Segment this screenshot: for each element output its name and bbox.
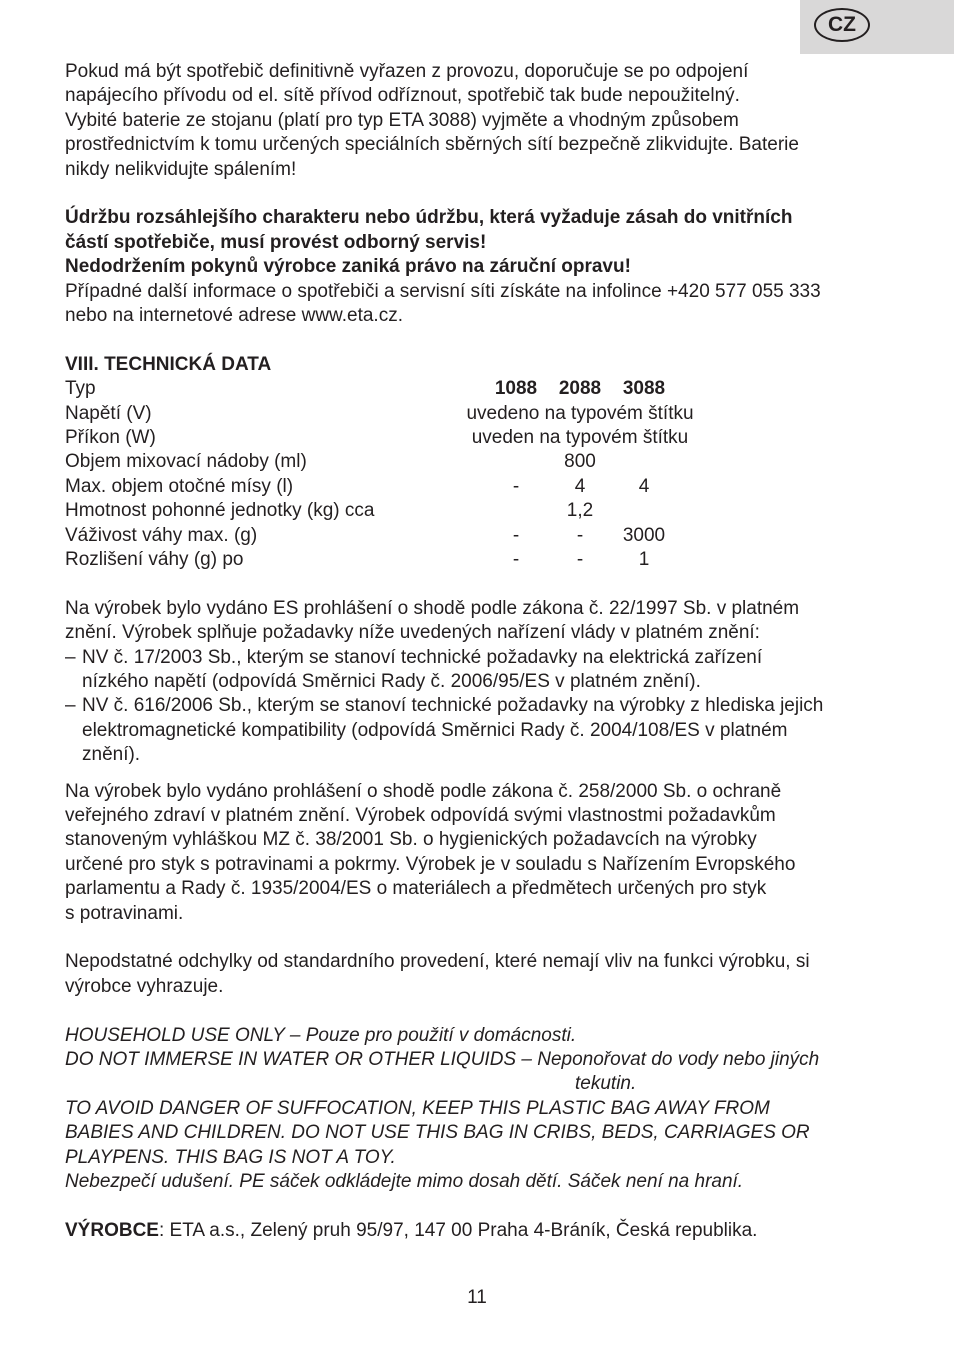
tech-row-scale-resolution [65, 548, 895, 572]
type-label: Typ [65, 378, 96, 400]
text-line: Nepodstatné odchylky od standardního provedení, které nemají vliv na funkci výrobku, si [65, 951, 810, 973]
row-label: Váživost váhy max. (g) [65, 524, 258, 546]
disposal-section [65, 60, 895, 182]
row-value: - [576, 548, 584, 570]
row-value: uveden na typovém štítku [471, 427, 689, 449]
immerse-warning: DO NOT IMMERSE IN WATER OR OTHER LIQUIDS – Neponořovat do vody nebo jiných [65, 1049, 820, 1071]
language-badge: CZ [814, 8, 870, 42]
manufacturer-text: : ETA a.s., Zelený pruh 95/97, 147 00 Praha 4-Bráník, Česká republika. [158, 1219, 758, 1241]
service-warning: částí spotřebiče, musí provést odborný servis! [65, 231, 487, 253]
tech-table-header [65, 377, 895, 401]
text-line: NV č. 17/2003 Sb., kterým se stanoví technické požadavky na elektrická zařízení [82, 646, 763, 668]
language-tab [800, 0, 954, 54]
text-line: Na výrobek bylo vydáno ES prohlášení o shodě podle zákona č. 22/1997 Sb. v platném [65, 597, 800, 619]
row-value: 800 [564, 451, 596, 473]
health-section [65, 780, 895, 926]
suffocation-warning: PLAYPENS. THIS BAG IS NOT A TOY. [65, 1146, 396, 1168]
text-line: prostřednictvím k tomu určených speciálních sběrných sítí bezpečně zlikvidujte. Baterie [65, 134, 799, 156]
row-label: Rozlišení váhy (g) po [65, 548, 244, 570]
text-line: Případné další informace o spotřebiči a servisní síti získáte na infolince +420 577 055 333 [65, 280, 821, 302]
service-warning: Údržbu rozsáhlejšího charakteru nebo údržbu, která vyžaduje zásah do vnitřních [65, 207, 793, 229]
row-value: uvedeno na typovém štítku [466, 402, 694, 424]
text-line: nikdy nelikvidujte spálením! [65, 158, 297, 180]
text-line: elektromagnetické kompatibility (odpovídá Směrnici Rady č. 2004/108/ES v platném [82, 719, 788, 741]
text-line: napájecího přívodu od el. sítě přívod odříznout, spotřebič tak bude nepoužitelný. [65, 85, 740, 107]
bullet-dash: – [65, 695, 76, 717]
list-item [65, 646, 895, 695]
bullet-dash: – [65, 646, 76, 668]
conformity-section [65, 597, 895, 768]
household-warning: HOUSEHOLD USE ONLY – Pouze pro použití v domácnosti. [65, 1024, 577, 1046]
row-label: Hmotnost pohonné jednotky (kg) cca [65, 500, 375, 522]
tech-data-section [65, 353, 895, 573]
text-line: nízkého napětí (odpovídá Směrnici Rady č. 2006/95/ES v platném znění). [82, 670, 701, 692]
warnings-section [65, 1024, 895, 1195]
row-label: Příkon (W) [65, 427, 156, 449]
tech-row-voltage [65, 402, 895, 426]
immerse-warning-cont: tekutin. [575, 1073, 637, 1095]
text-line: určené pro styk s potravinami a pokrmy. Výrobek je v souladu s Nařízením Evropského [65, 853, 796, 875]
tech-row-weight [65, 499, 895, 523]
suffocation-warning: BABIES AND CHILDREN. DO NOT USE THIS BAG IN CRIBS, BEDS, CARRIAGES OR [65, 1122, 810, 1144]
tech-row-jar-volume [65, 450, 895, 474]
text-line: znění. Výrobek splňuje požadavky níže uvedených nařízení vlády v platném znění: [65, 622, 760, 644]
model-3088: 3088 [622, 378, 666, 400]
suffocation-warning-cz: Nebezpečí udušení. PE sáček odkládejte mimo dosah dětí. Sáček není na hraní. [65, 1171, 744, 1193]
text-line: Na výrobek bylo vydáno prohlášení o shodě podle zákona č. 258/2000 Sb. o ochraně [65, 780, 782, 802]
text-line: nebo na internetové adrese www.eta.cz. [65, 305, 403, 327]
row-label: Napětí (V) [65, 402, 152, 424]
row-label: Max. objem otočné mísy (l) [65, 475, 294, 497]
page-number: 11 [467, 1287, 487, 1308]
tech-row-power [65, 426, 895, 450]
suffocation-warning: TO AVOID DANGER OF SUFFOCATION, KEEP THIS PLASTIC BAG AWAY FROM [65, 1097, 770, 1119]
text-line: NV č. 616/2006 Sb., kterým se stanoví technické požadavky na výrobky z hlediska jejich [82, 695, 824, 717]
text-line: s potravinami. [65, 902, 184, 924]
tech-row-scale-max [65, 524, 895, 548]
manufacturer-line [65, 1219, 895, 1243]
row-value: - [576, 524, 584, 546]
text-line: znění). [82, 744, 141, 766]
text-line: Pokud má být spotřebič definitivně vyřazen z provozu, doporučuje se po odpojení [65, 61, 749, 82]
row-value: 1 [638, 548, 650, 570]
model-1088: 1088 [494, 378, 538, 400]
text-line: veřejného zdraví v platném znění. Výrobek odpovídá svými vlastnostmi požadavkům [65, 805, 776, 827]
text-line: výrobce vyhrazuje. [65, 975, 224, 997]
row-value: 1,2 [566, 500, 594, 522]
row-label: Objem mixovací nádoby (ml) [65, 451, 307, 473]
text-line: Vybité baterie ze stojanu (platí pro typ ETA 3088) vyjměte a vhodným způsobem [65, 109, 739, 131]
section-heading: VIII. TECHNICKÁ DATA [65, 353, 272, 375]
text-line: stanoveným vyhláškou MZ č. 38/2001 Sb. o hygienických požadavcích na výrobky [65, 829, 757, 851]
warranty-warning: Nedodržením pokynů výrobce zaniká právo na záruční opravu! [65, 256, 631, 278]
list-item [65, 694, 895, 767]
row-value: 3000 [622, 524, 666, 546]
row-value: - [512, 524, 520, 546]
service-section [65, 206, 895, 328]
tech-row-bowl-volume [65, 475, 895, 499]
page-content [65, 60, 895, 1243]
text-line: parlamentu a Rady č. 1935/2004/ES o materiálech a předmětech určených pro styk [65, 878, 767, 900]
deviations-section [65, 950, 895, 999]
manufacturer-label: VÝROBCE [65, 1219, 159, 1241]
row-value: - [512, 475, 520, 497]
row-value: - [512, 548, 520, 570]
model-2088: 2088 [558, 378, 602, 400]
row-value: 4 [638, 475, 650, 497]
row-value: 4 [574, 475, 586, 497]
